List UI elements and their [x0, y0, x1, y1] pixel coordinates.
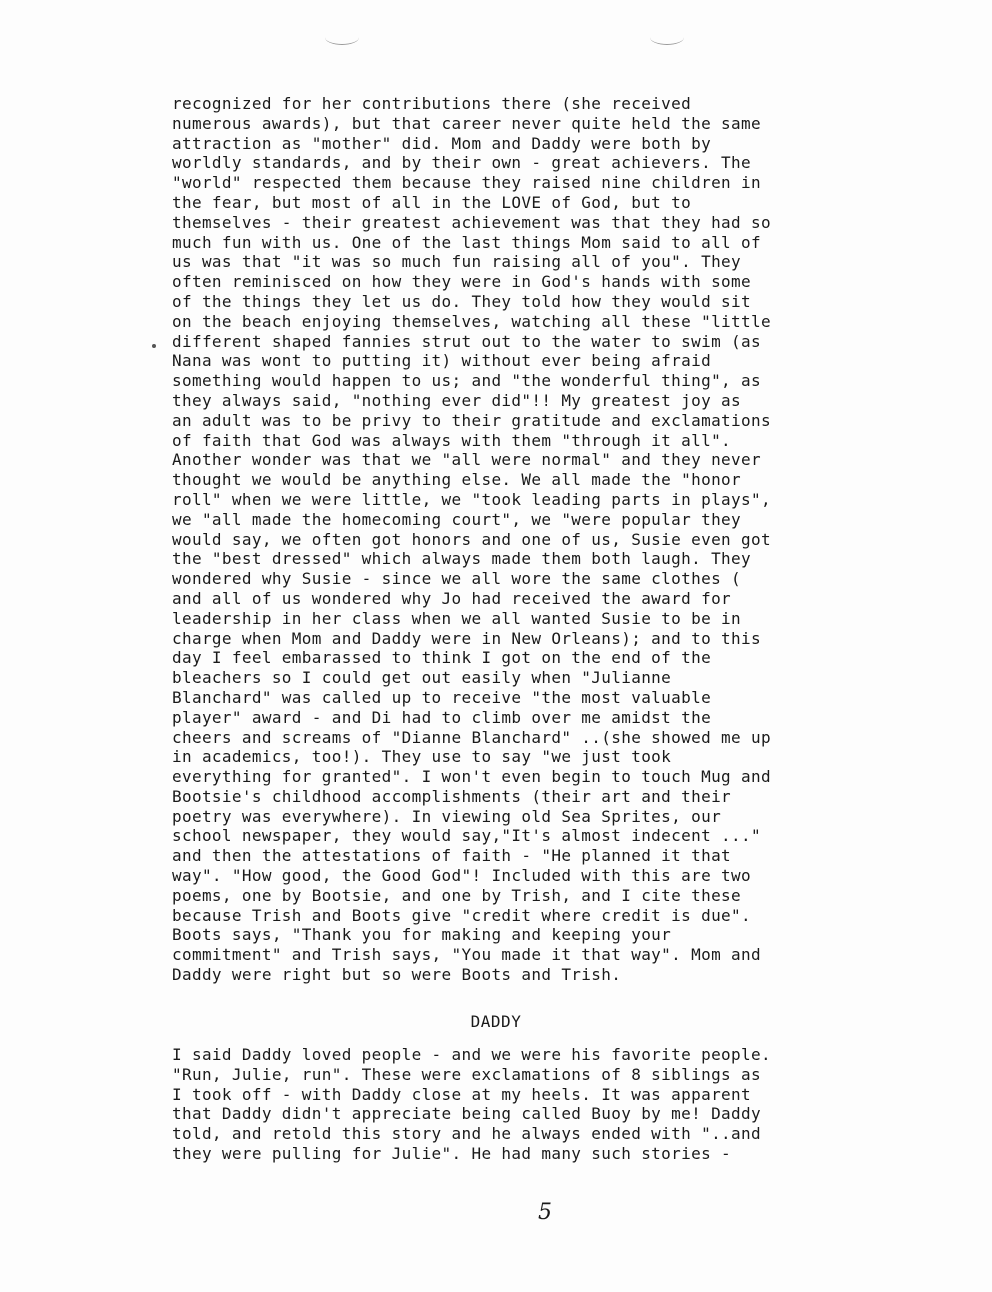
- text-line: us was that "it was so much fun raising all of you". They: [172, 252, 742, 272]
- text-line: the "best dressed" which always made them both laugh. They: [172, 549, 752, 569]
- text-line: we "all made the homecoming court", we "were popular they: [172, 509, 742, 529]
- text-line: bleachers so I could get out easily when "Julianne: [172, 668, 672, 688]
- text-line: poetry was everywhere). In viewing old Sea Sprites, our: [172, 806, 722, 826]
- text-line: attraction as "mother" did. Mom and Daddy were both by: [172, 133, 712, 153]
- text-line: they always said, "nothing ever did"!! My greatest joy as: [172, 390, 742, 410]
- text-line: wondered why Susie - since we all wore the same clothes (: [172, 569, 742, 589]
- text-line: worldly standards, and by their own - great achievers. The: [172, 153, 752, 173]
- text-line: Blanchard" was called up to receive "the most valuable: [172, 687, 712, 707]
- text-line: Bootsie's childhood accomplishments (their art and their: [172, 786, 732, 806]
- text-line: often reminisced on how they were in God's hands with some: [172, 272, 752, 292]
- text-line: they were pulling for Julie". He had many such stories -: [172, 1143, 732, 1163]
- text-line: cheers and screams of "Dianne Blanchard" ..(she showed me up: [172, 727, 771, 747]
- text-line: poems, one by Bootsie, and one by Trish, and I cite these: [172, 885, 742, 905]
- text-line: much fun with us. One of the last things Mom said to all of: [172, 232, 761, 252]
- body-paragraph-1: [172, 94, 917, 985]
- text-line: way". "How good, the Good God"! Included with this are two: [172, 866, 752, 886]
- text-line: roll" when we were little, we "took leading parts in plays",: [172, 489, 771, 509]
- text-line: numerous awards), but that career never quite held the same: [172, 113, 761, 133]
- text-line: everything for granted". I won't even begin to touch Mug and: [172, 767, 771, 787]
- text-line: I took off - with Daddy close at my heels. It was apparent: [172, 1084, 752, 1104]
- text-line: of the things they let us do. They told how they would sit: [172, 291, 752, 311]
- text-line: recognized for her contributions there (she received: [172, 94, 692, 113]
- body-paragraph-2: [172, 1045, 917, 1164]
- binder-hole-mark-right: [650, 30, 684, 45]
- text-line: different shaped fannies strut out to the water to swim (as: [172, 331, 761, 351]
- text-line: the fear, but most of all in the LOVE of God, but to: [172, 192, 692, 212]
- text-line: leadership in her class when we all wanted Susie to be in: [172, 608, 742, 628]
- text-line: Boots says, "Thank you for making and keeping your: [172, 925, 672, 945]
- text-line: "Run, Julie, run". These were exclamations of 8 siblings as: [172, 1064, 761, 1084]
- section-heading: DADDY: [470, 1012, 522, 1031]
- text-line: something would happen to us; and "the wonderful thing", as: [172, 371, 761, 391]
- text-line: on the beach enjoying themselves, watching all these "little: [172, 311, 771, 331]
- page-number: 5: [538, 1200, 552, 1225]
- text-line: Nana was wont to putting it) without ever being afraid: [172, 351, 712, 371]
- text-line: in academics, too!). They use to say "we just took: [172, 747, 672, 767]
- text-line: commitment" and Trish says, "You made it that way". Mom and: [172, 945, 761, 965]
- text-line: and all of us wondered why Jo had received the award for: [172, 588, 732, 608]
- text-line: of faith that God was always with them "through it all".: [172, 430, 732, 450]
- text-line: an adult was to be privy to their gratitude and exclamations: [172, 410, 771, 430]
- margin-mark: [152, 344, 156, 348]
- text-line: themselves - their greatest achievement was that they had so: [172, 212, 771, 232]
- text-line: day I feel embarassed to think I got on the end of the: [172, 648, 712, 668]
- text-line: because Trish and Boots give "credit where credit is due".: [172, 905, 752, 925]
- text-line: school newspaper, they would say,"It's almost indecent ...": [172, 826, 761, 846]
- text-line: Daddy were right but so were Boots and Trish.: [172, 965, 622, 985]
- text-line: that Daddy didn't appreciate being called Buoy by me! Daddy: [172, 1104, 761, 1124]
- text-line: told, and retold this story and he always ended with "..and: [172, 1124, 761, 1144]
- text-line: I said Daddy loved people - and we were his favorite people.: [172, 1045, 771, 1064]
- text-line: and then the attestations of faith - "He planned it that: [172, 846, 732, 866]
- text-line: player" award - and Di had to climb over me amidst the: [172, 707, 712, 727]
- text-line: "world" respected them because they raised nine children in: [172, 173, 761, 193]
- text-line: Another wonder was that we "all were normal" and they never: [172, 450, 761, 470]
- binder-hole-mark-left: [325, 30, 359, 45]
- text-line: would say, we often got honors and one of us, Susie even got: [172, 529, 771, 549]
- text-line: thought we would be anything else. We all made the "honor: [172, 470, 742, 490]
- text-line: charge when Mom and Daddy were in New Orleans); and to this: [172, 628, 761, 648]
